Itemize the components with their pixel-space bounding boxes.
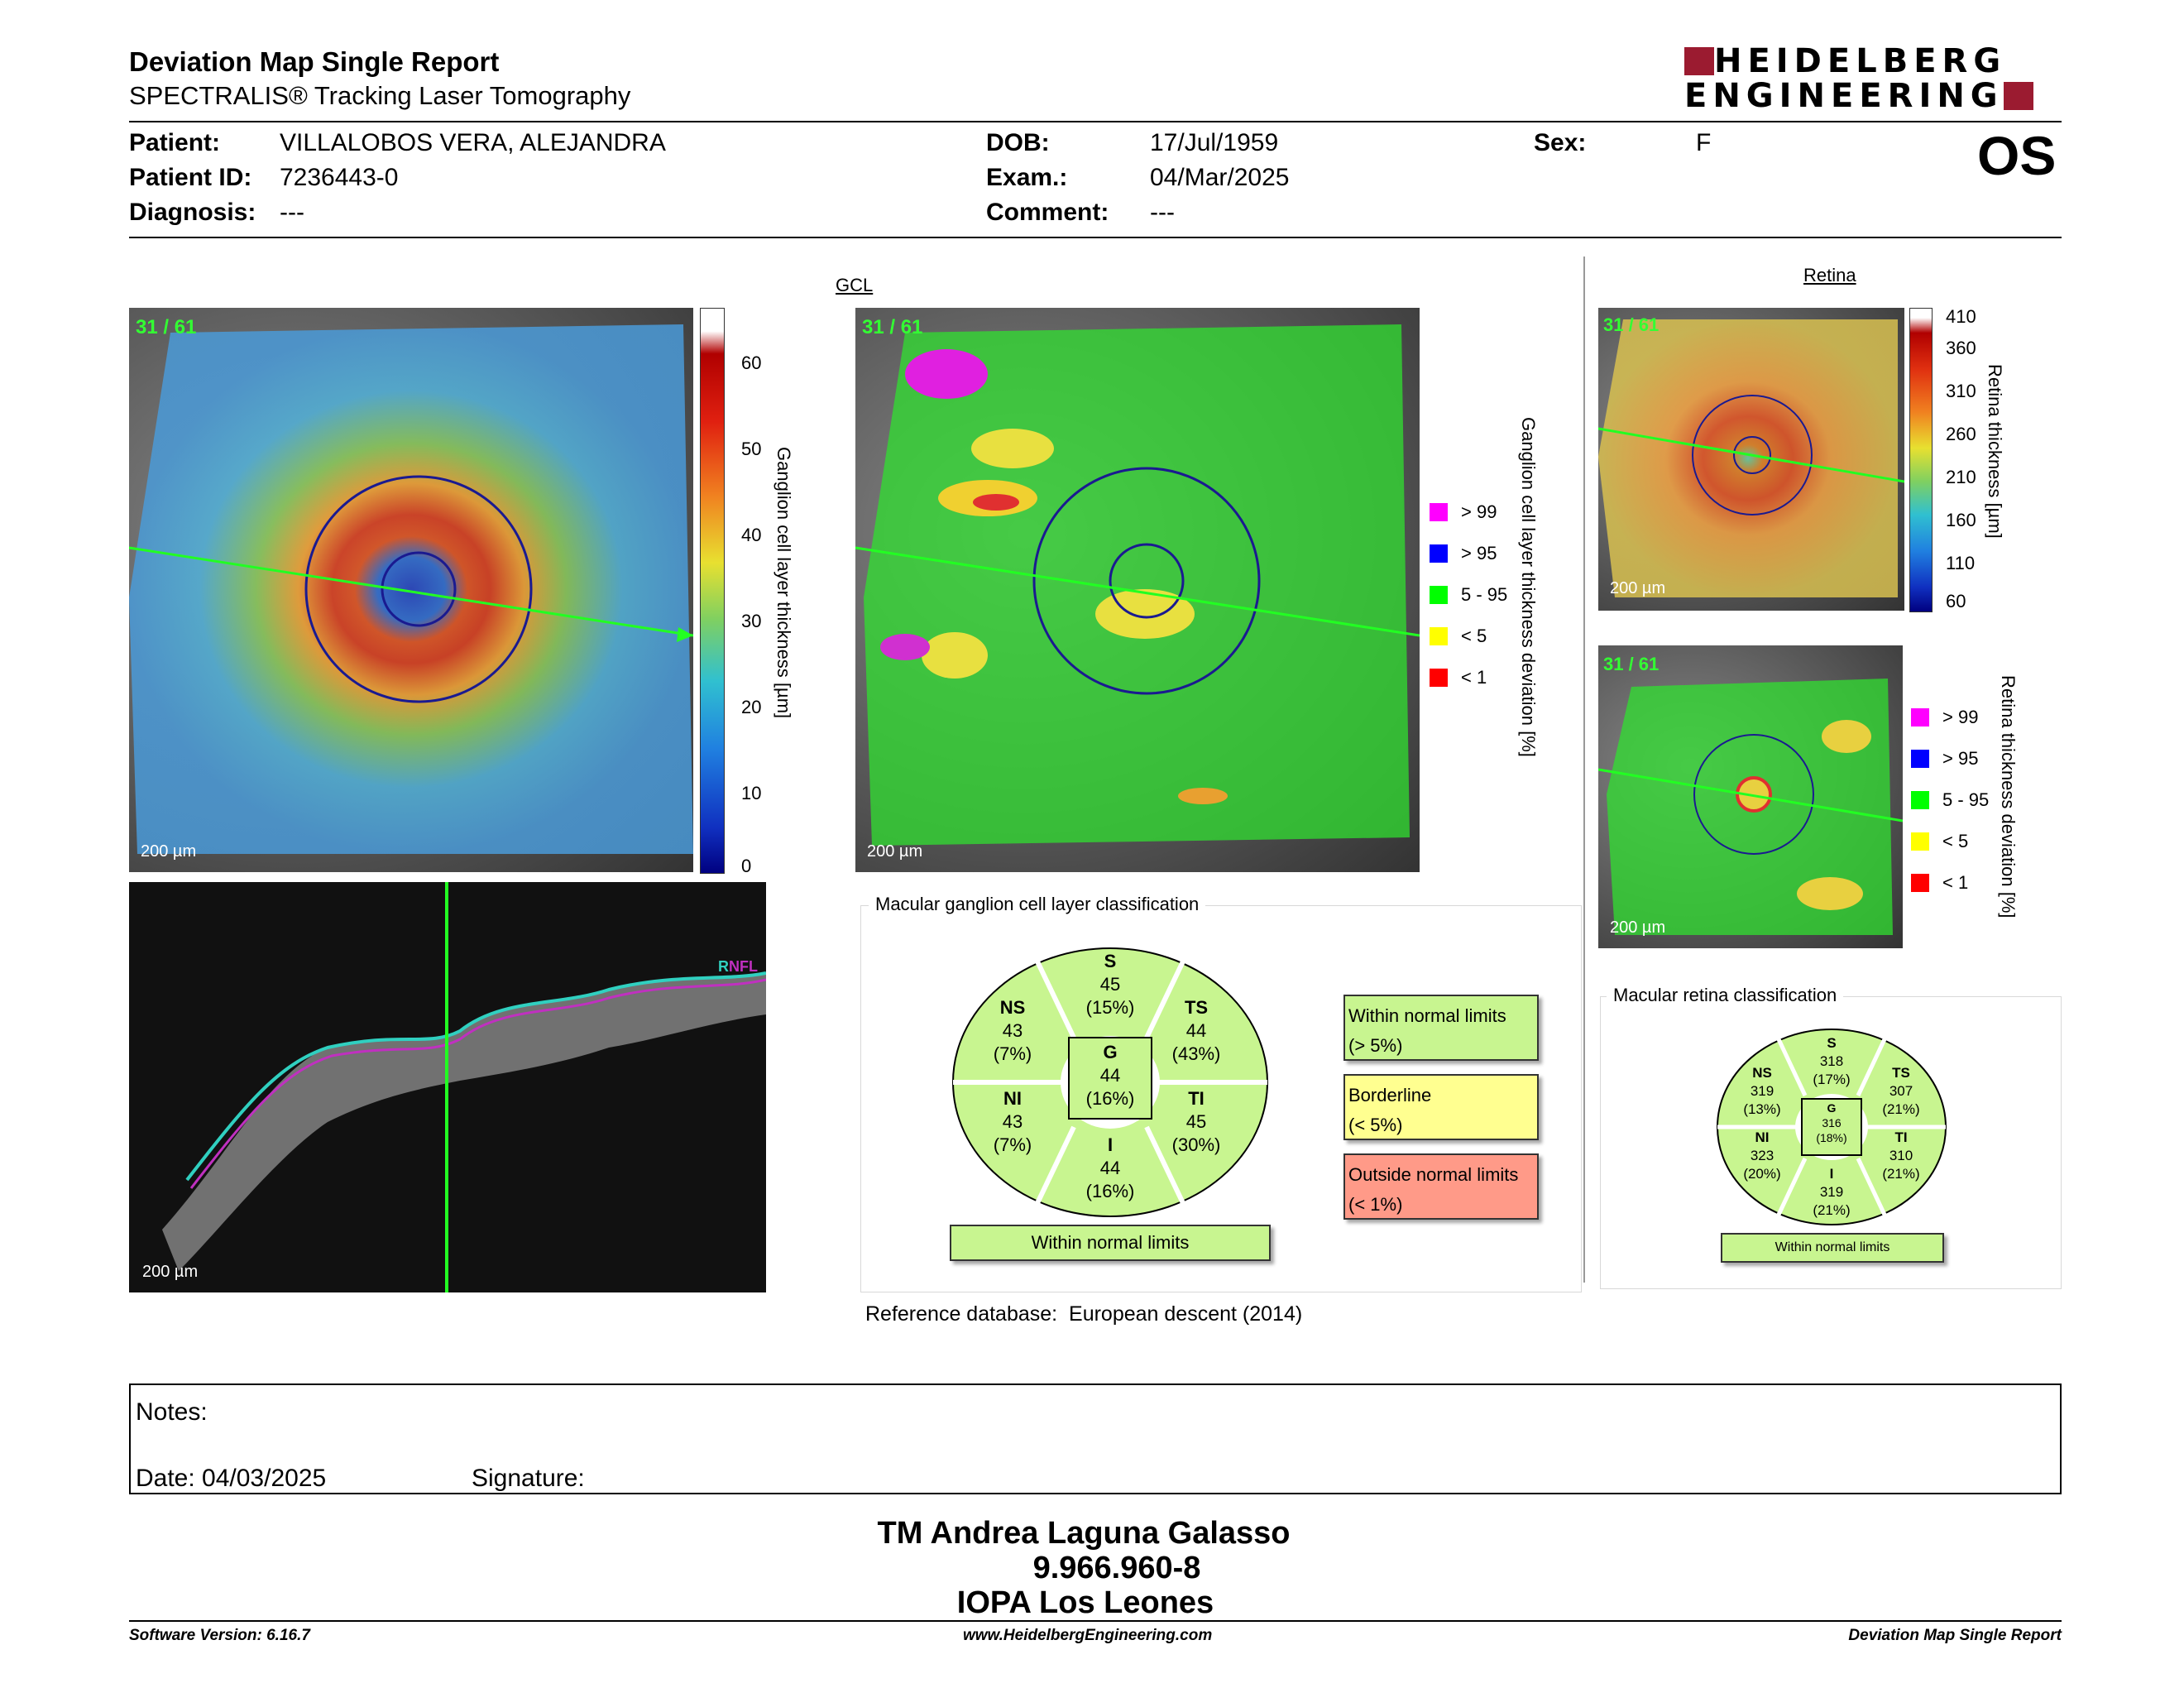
- reference-value: European descent (2014): [1069, 1302, 1303, 1326]
- retina-legend-gt95: [1911, 748, 1978, 770]
- retina-result-badge: Within normal limits: [1721, 1233, 1944, 1263]
- gcl-sector-ts: [1163, 996, 1229, 1066]
- sector-value: 43: [1002, 1020, 1023, 1041]
- gcl-colorbar: [700, 308, 725, 874]
- sector-value: 45: [1099, 974, 1121, 995]
- retina-tick: 60: [1946, 591, 1966, 611]
- retina-dev-scale-label: 200 µm: [1610, 918, 1666, 937]
- signer-name: TM Andrea Laguna Galasso: [877, 1516, 1291, 1551]
- legend-swatch: [1911, 750, 1929, 768]
- legend-swatch: [1911, 708, 1929, 727]
- gcl-legend-gt95: [1430, 543, 1497, 564]
- signature-label: Signature:: [472, 1465, 585, 1492]
- gcl-thickness-overlay: [129, 308, 693, 872]
- gcl-tick: 10: [741, 783, 762, 803]
- sector-name: NI: [1003, 1088, 1022, 1109]
- legend-label: > 99: [1942, 707, 1979, 727]
- retina-tick: 360: [1946, 338, 1976, 358]
- software-version: Software Version: 6.16.7: [129, 1627, 310, 1644]
- gcl-tick: 0: [741, 856, 752, 876]
- sector-pct: (20%): [1743, 1166, 1781, 1182]
- retina-scale-label: 200 µm: [1610, 579, 1666, 597]
- sector-name: I: [1829, 1166, 1834, 1182]
- gcl-classification-title: Macular ganglion cell layer classification: [869, 894, 1205, 915]
- retina-legend-lt1: [1911, 872, 1968, 894]
- exam-label: Exam.:: [986, 164, 1068, 191]
- sector-pct: (18%): [1816, 1131, 1847, 1144]
- logo-line-2: ENGINEERING: [1684, 77, 2004, 115]
- retina-deviation-map: [1598, 645, 1903, 948]
- sector-pct: (7%): [993, 1134, 1032, 1155]
- legend-within-label: Within normal limits: [1348, 1005, 1506, 1026]
- sector-value: 318: [1819, 1053, 1844, 1069]
- gcl-tick: 60: [741, 352, 762, 373]
- report-title: Deviation Map Single Report: [129, 46, 500, 77]
- sector-pct: (17%): [1813, 1072, 1851, 1087]
- sector-name: TI: [1188, 1088, 1205, 1109]
- gcl-sector-g: [1074, 1041, 1147, 1110]
- exam-value: 04/Mar/2025: [1150, 164, 1290, 191]
- retina-thickness-axis-label: Retina thickness [µm]: [1985, 364, 2005, 539]
- gcl-sector-i: [1077, 1134, 1143, 1203]
- retina-sector-ns: [1736, 1064, 1789, 1119]
- footer-report-name: Deviation Map Single Report: [1848, 1627, 2062, 1644]
- gcl-tick: 50: [741, 439, 762, 459]
- bscan-overlay: [129, 882, 766, 1292]
- legend-label: > 95: [1942, 748, 1979, 769]
- retina-frame-count: 31 / 61: [1603, 314, 1660, 335]
- signer-id: 9.966.960-8: [1032, 1551, 1201, 1585]
- gcl-panel-label: GCL: [836, 275, 874, 295]
- sector-name: G: [1103, 1042, 1118, 1062]
- retina-sector-ts: [1875, 1064, 1928, 1119]
- sector-name: G: [1827, 1101, 1837, 1115]
- retina-tick: 160: [1946, 510, 1976, 530]
- gcl-sector-ti: [1163, 1087, 1229, 1157]
- logo-line-1: HEIDELBERG: [1714, 42, 2007, 80]
- dob-label: DOB:: [986, 129, 1050, 156]
- legend-label: < 1: [1461, 667, 1487, 688]
- diagnosis-label: Diagnosis:: [129, 199, 256, 226]
- sector-pct: (13%): [1743, 1101, 1781, 1117]
- sector-name: NS: [999, 997, 1026, 1018]
- patient-label: Patient:: [129, 129, 221, 156]
- retina-tick: 260: [1946, 424, 1976, 444]
- gcl-sector-ns: [979, 996, 1046, 1066]
- retina-deviation-overlay: [1598, 645, 1903, 948]
- gcl-thickness-axis-label: Ganglion cell layer thickness [µm]: [774, 447, 794, 719]
- legend-label: < 5: [1942, 831, 1969, 851]
- sector-name: NI: [1755, 1129, 1770, 1145]
- patient-id-label: Patient ID:: [129, 164, 252, 191]
- gcl-tick: 30: [741, 611, 762, 631]
- sector-name: I: [1107, 1134, 1114, 1155]
- gcl-tick: 40: [741, 525, 762, 545]
- legend-label: < 1: [1942, 872, 1969, 893]
- sector-pct: (30%): [1171, 1134, 1221, 1155]
- retina-tick: 310: [1946, 381, 1976, 401]
- legend-label: < 5: [1461, 626, 1487, 646]
- retina-sector-g: [1807, 1101, 1856, 1145]
- footer-rule: [129, 1620, 2062, 1622]
- legend-swatch: [1430, 503, 1448, 521]
- retina-deviation-axis-label: Retina thickness deviation [%]: [1998, 675, 2019, 918]
- legend-label: 5 - 95: [1942, 789, 1990, 810]
- gcl-scale-label: 200 µm: [141, 842, 197, 861]
- patient-id: 7236443-0: [280, 164, 399, 191]
- sector-pct: (16%): [1085, 1088, 1135, 1109]
- heidelberg-logo: [1684, 42, 2062, 115]
- retina-sector-ni: [1736, 1129, 1789, 1183]
- gcl-dev-frame-count: 31 / 61: [862, 316, 923, 338]
- sector-value: 44: [1099, 1065, 1121, 1086]
- gcl-legend-lt1: [1430, 667, 1487, 688]
- sector-name: TS: [1184, 997, 1209, 1018]
- notes-date: Date: 04/03/2025: [136, 1465, 327, 1492]
- sector-pct: (21%): [1882, 1166, 1920, 1182]
- legend-label: > 99: [1461, 501, 1497, 522]
- reference-sep: :: [1051, 1302, 1058, 1326]
- gcl-thickness-map: [129, 308, 693, 872]
- sector-pct: (21%): [1882, 1101, 1920, 1117]
- sector-value: 307: [1889, 1083, 1913, 1099]
- retina-classification-title: Macular retina classification: [1607, 985, 1843, 1006]
- sector-value: 43: [1002, 1111, 1023, 1132]
- gcl-legend-5-95: [1430, 584, 1507, 606]
- legend-within-range: (> 5%): [1348, 1035, 1403, 1056]
- signer-org: IOPA Los Leones: [956, 1585, 1214, 1620]
- legend-borderline-label: Borderline: [1348, 1085, 1432, 1105]
- retina-sector-ti: [1875, 1129, 1928, 1183]
- retina-tick: 210: [1946, 467, 1976, 487]
- reference-label: Reference database: [865, 1302, 1052, 1326]
- sex-label: Sex:: [1534, 129, 1587, 156]
- section-divider: [1583, 257, 1585, 1283]
- retina-thickness-overlay: [1598, 308, 1904, 611]
- report-subtitle: SPECTRALIS® Tracking Laser Tomography: [129, 81, 631, 110]
- gcl-sector-ni: [979, 1087, 1046, 1157]
- sector-value: 319: [1819, 1184, 1844, 1200]
- eye-indicator: OS: [1977, 125, 2057, 186]
- bscan-tag-fl: FL: [740, 958, 758, 975]
- legend-swatch: [1430, 669, 1448, 687]
- legend-outside-label: Outside normal limits: [1348, 1164, 1519, 1185]
- sector-pct: (7%): [993, 1043, 1032, 1064]
- gcl-legend-gt99: [1430, 501, 1497, 523]
- legend-swatch: [1911, 874, 1929, 892]
- gcl-sector-s: [1077, 950, 1143, 1019]
- sector-name: S: [1104, 951, 1117, 971]
- bscan-layer-tag: [718, 958, 758, 976]
- bscan-scale-label: 200 µm: [142, 1263, 199, 1281]
- sector-name: TI: [1894, 1129, 1908, 1145]
- gcl-deviation-overlay: [855, 308, 1420, 872]
- retina-legend-5-95: [1911, 789, 1989, 811]
- sector-pct: (43%): [1171, 1043, 1221, 1064]
- header-rule: [129, 121, 2062, 122]
- legend-borderline-range: (< 5%): [1348, 1115, 1403, 1135]
- legend-swatch: [1911, 791, 1929, 809]
- legend-swatch: [1430, 544, 1448, 563]
- comment-value: ---: [1150, 199, 1175, 226]
- retina-sector-i: [1805, 1165, 1858, 1220]
- notes-label: Notes:: [136, 1398, 208, 1426]
- sector-pct: (21%): [1813, 1202, 1851, 1218]
- legend-swatch: [1430, 586, 1448, 604]
- retina-legend-lt5: [1911, 831, 1968, 852]
- bscan-tag-r: R: [718, 958, 729, 975]
- legend-swatch: [1911, 832, 1929, 851]
- comment-label: Comment:: [986, 199, 1109, 226]
- oct-bscan: [129, 882, 766, 1292]
- retina-legend-gt99: [1911, 707, 1978, 728]
- reference-database: [865, 1302, 1302, 1326]
- gcl-result-badge: Within normal limits: [950, 1225, 1271, 1261]
- dob-value: 17/Jul/1959: [1150, 129, 1279, 156]
- sector-value: 44: [1185, 1020, 1207, 1041]
- sector-value: 45: [1185, 1111, 1207, 1132]
- diagnosis-value: ---: [280, 199, 304, 226]
- sector-name: NS: [1752, 1065, 1772, 1081]
- legend-borderline: [1343, 1074, 1539, 1140]
- gcl-dev-scale-label: 200 µm: [867, 842, 923, 861]
- legend-swatch: [1430, 627, 1448, 645]
- sector-name: TS: [1892, 1065, 1910, 1081]
- sector-value: 316: [1822, 1116, 1842, 1129]
- sector-value: 310: [1889, 1148, 1913, 1163]
- sector-pct: (16%): [1085, 1181, 1135, 1201]
- legend-outside-normal: [1343, 1153, 1539, 1220]
- retina-panel-label: Retina: [1803, 265, 1856, 285]
- patient-name: VILLALOBOS VERA, ALEJANDRA: [280, 129, 666, 156]
- patient-rule: [129, 237, 2062, 238]
- notes-box: [129, 1383, 2062, 1494]
- gcl-deviation-map: [855, 308, 1420, 872]
- retina-tick: 110: [1946, 553, 1976, 573]
- legend-within-normal: [1343, 995, 1539, 1061]
- gcl-deviation-axis-label: Ganglion cell layer thickness deviation [%]: [1518, 417, 1539, 757]
- gcl-frame-count: 31 / 61: [136, 316, 197, 338]
- bscan-tag-n: N: [729, 958, 740, 975]
- sex-value: F: [1696, 129, 1712, 156]
- legend-label: > 95: [1461, 543, 1497, 563]
- legend-label: 5 - 95: [1461, 584, 1508, 605]
- retina-thickness-map: [1598, 308, 1904, 611]
- retina-sector-s: [1805, 1034, 1858, 1089]
- gcl-tick: 20: [741, 697, 762, 717]
- sector-pct: (15%): [1085, 997, 1135, 1018]
- legend-outside-range: (< 1%): [1348, 1194, 1403, 1215]
- gcl-legend-lt5: [1430, 626, 1487, 647]
- sector-value: 323: [1750, 1148, 1774, 1163]
- sector-value: 319: [1750, 1083, 1774, 1099]
- retina-tick: 410: [1946, 306, 1976, 327]
- retina-colorbar: [1909, 308, 1933, 612]
- website: www.HeidelbergEngineering.com: [963, 1627, 1213, 1644]
- sector-value: 44: [1099, 1158, 1121, 1178]
- retina-dev-frame-count: 31 / 61: [1603, 654, 1660, 674]
- sector-name: S: [1827, 1035, 1837, 1051]
